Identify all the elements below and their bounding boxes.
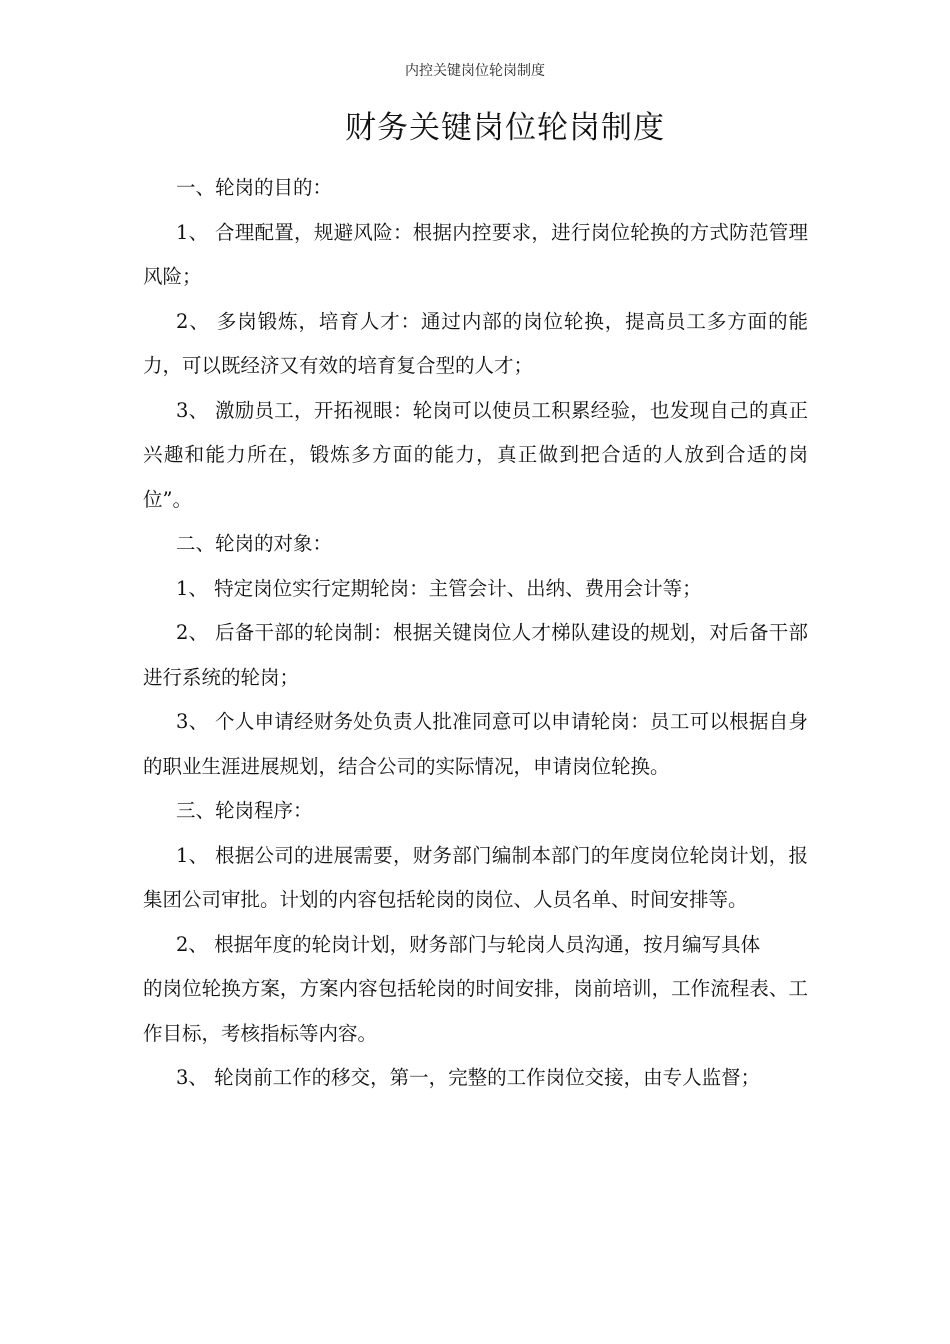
paragraph: 2、 根据年度的轮岗计划，财务部门与轮岗人员沟通，按月编写具体 bbox=[176, 932, 761, 956]
paragraph-continuation: 的岗位轮换方案，方案内容包括轮岗的时间安排，岗前培训，工作流程表、工作目标，考核指标等内容。 bbox=[143, 977, 808, 1045]
paragraph: 1、 合理配置，规避风险：根据内控要求，进行岗位轮换的方式防范管理风险； bbox=[143, 220, 808, 288]
document-body bbox=[143, 166, 808, 1101]
section-heading-targets: 二、轮岗的对象： bbox=[176, 532, 333, 555]
paragraph: 2、 多岗锻炼，培育人才：通过内部的岗位轮换，提高员工多方面的能力，可以既经济又有效的培育复合型的人才； bbox=[143, 309, 808, 377]
document-title: 财务关键岗位轮岗制度 bbox=[345, 110, 665, 146]
section-heading-procedure: 三、轮岗程序： bbox=[176, 799, 313, 822]
paragraph: 3、 激励员工，开拓视眼：轮岗可以使员工积累经验，也发现自己的真正兴趣和能力所在，锻炼多方面的能力，真正做到把合适的人放到合适的岗位”。 bbox=[143, 398, 808, 511]
paragraph: 3、 轮岗前工作的移交，第一，完整的工作岗位交接，由专人监督； bbox=[176, 1066, 761, 1089]
paragraph: 1、 特定岗位实行定期轮岗：主管会计、出纳、费用会计等； bbox=[176, 576, 702, 600]
running-header: 内控关键岗位轮岗制度 bbox=[405, 63, 545, 79]
paragraph: 3、 个人申请经财务处负责人批准同意可以申请轮岗：员工可以根据自身的职业生涯进展规划，结合公司的实际情况，申请岗位轮换。 bbox=[143, 710, 808, 778]
paragraph: 2、 后备干部的轮岗制：根据关键岗位人才梯队建设的规划，对后备干部进行系统的轮岗； bbox=[143, 621, 808, 689]
paragraph: 1、 根据公司的进展需要，财务部门编制本部门的年度岗位轮岗计划，报集团公司审批。计划的内容包括轮岗的岗位、人员名单、时间安排等。 bbox=[143, 843, 808, 911]
section-heading-purpose: 一、轮岗的目的： bbox=[176, 176, 333, 199]
